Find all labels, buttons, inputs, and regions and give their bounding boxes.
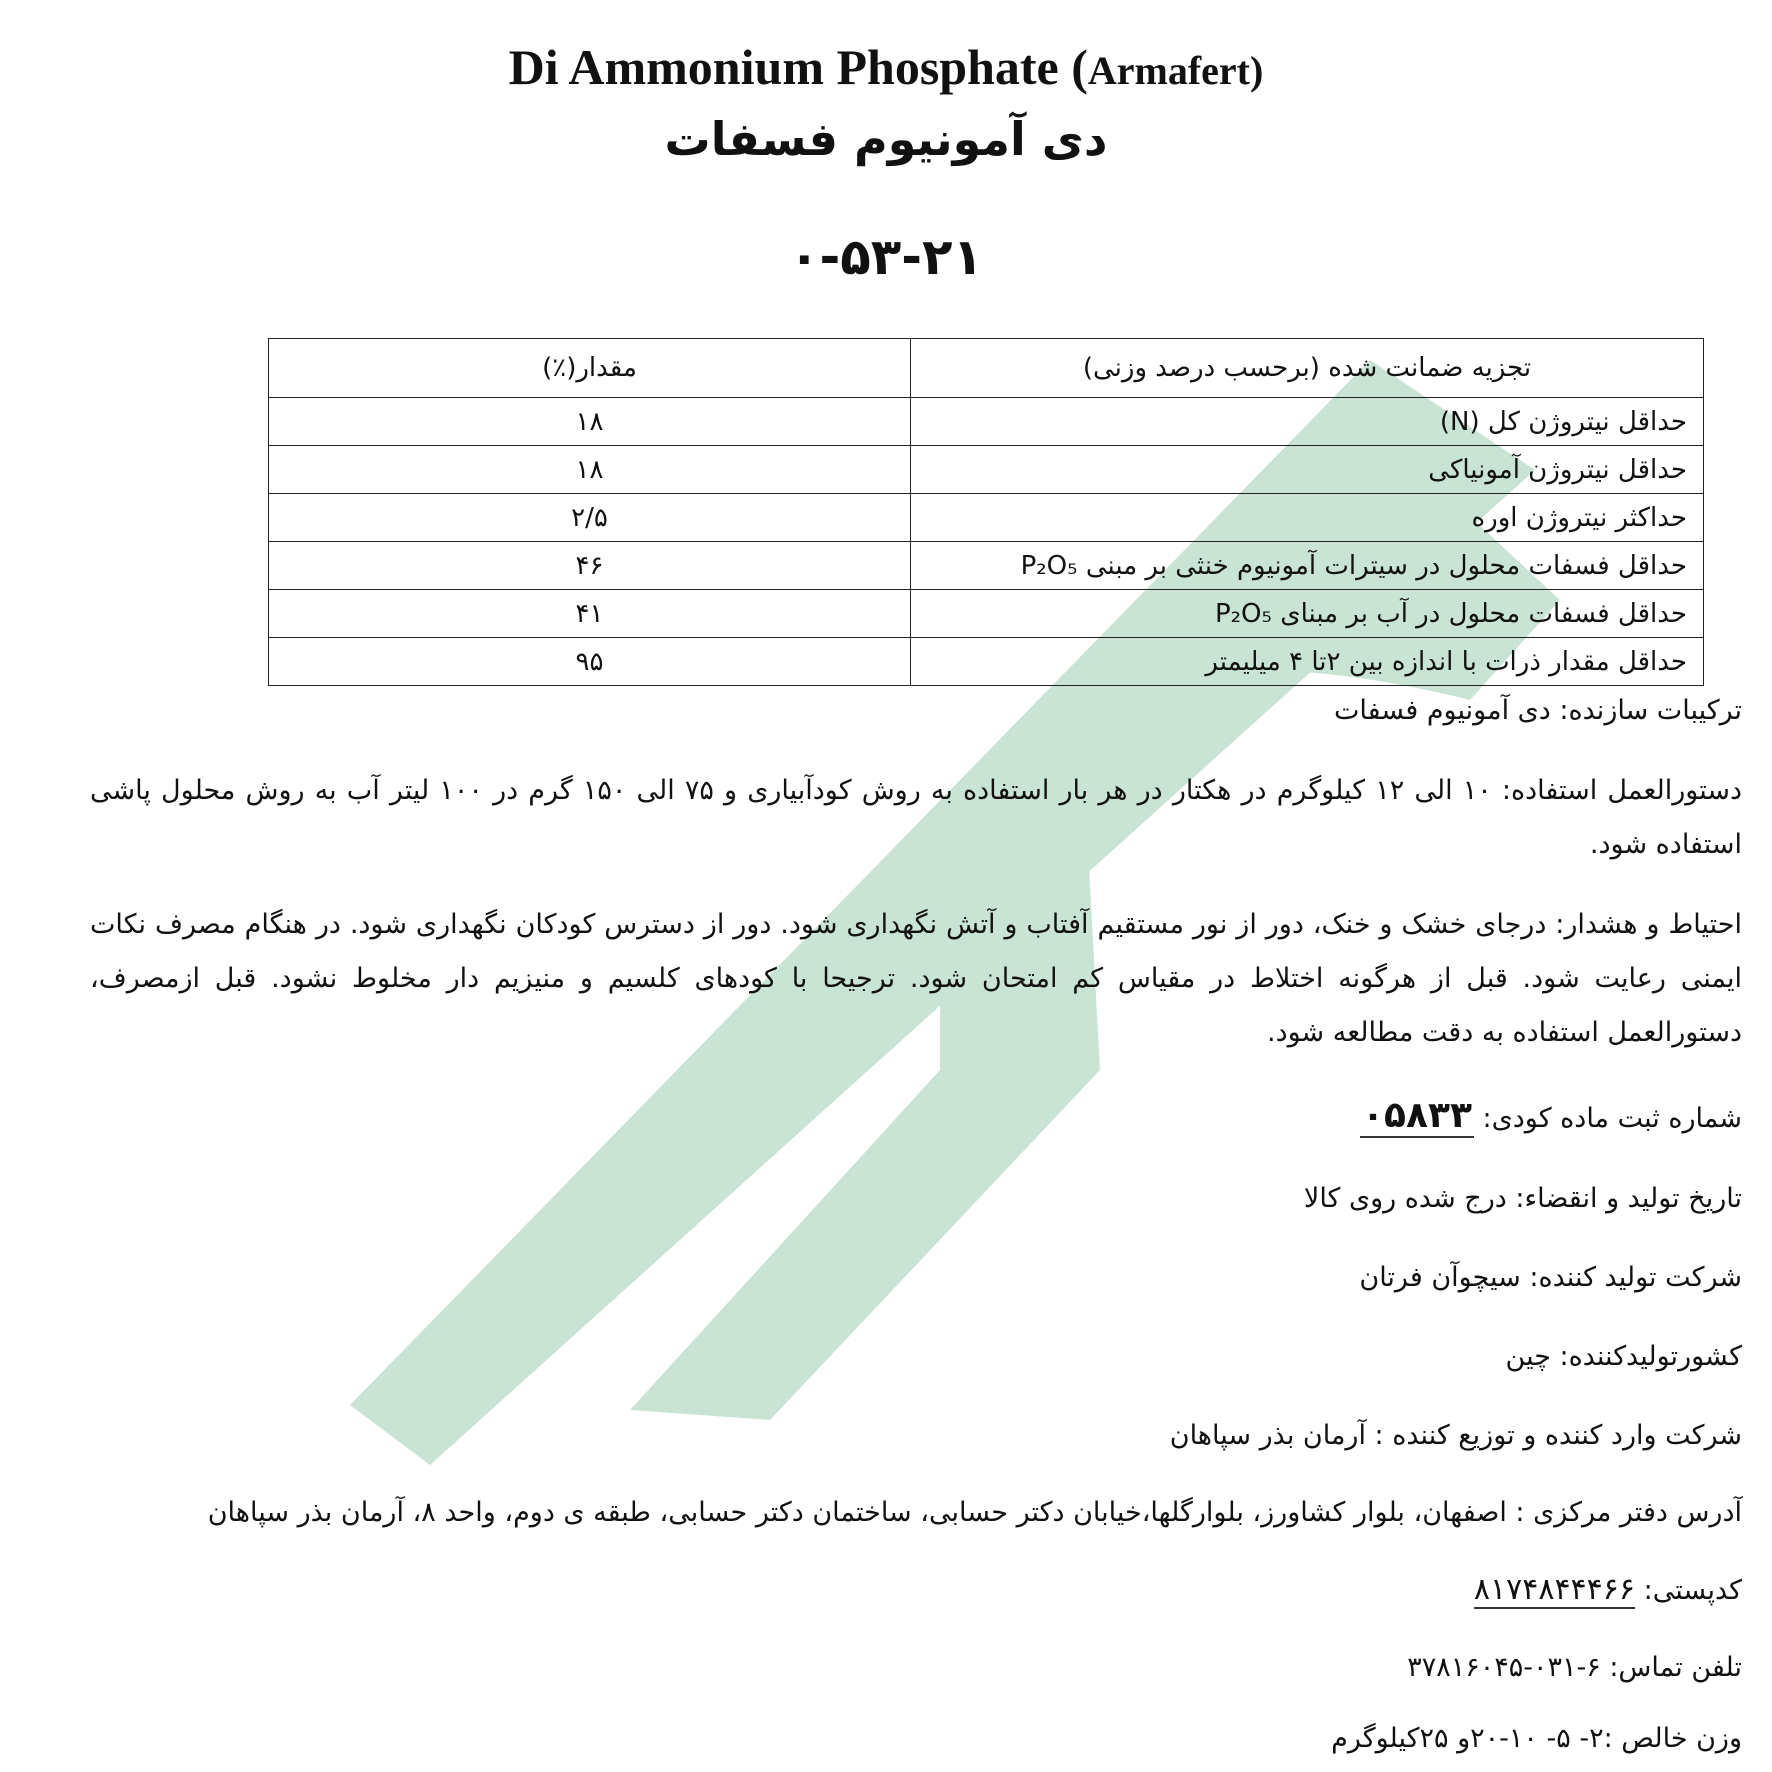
table-row	[269, 446, 1704, 494]
row-label: حداکثر نیتروژن اوره	[911, 494, 1704, 542]
row-label: حداقل فسفات محلول در آب بر مبنای P₂O₅	[911, 590, 1704, 638]
table-header-row	[269, 339, 1704, 398]
title-persian: دی آمونیوم فسفات	[664, 112, 1108, 166]
registration-line	[1360, 1095, 1742, 1136]
row-value: ۴۱	[269, 590, 911, 638]
column-header-analysis: تجزیه ضمانت شده (برحسب درصد وزنی)	[911, 339, 1704, 398]
registration-number: ۰۵۸۳۳	[1362, 1095, 1472, 1136]
row-label: حداقل نیتروژن کل (N)	[911, 398, 1704, 446]
title-english: Di Ammonium Phosphate (Armafert)	[508, 39, 1264, 95]
table-row	[269, 542, 1704, 590]
table-row	[269, 398, 1704, 446]
row-value: ۱۸	[269, 398, 911, 446]
brand-name: Armafert)	[1087, 48, 1264, 93]
manufacturer: شرکت تولید کننده: سیچوآن فرتان	[1359, 1262, 1742, 1293]
row-value: ۹۵	[269, 638, 911, 686]
phone-number: تلفن تماس: ۶-۰۳۱-۳۷۸۱۶۰۴۵	[1407, 1652, 1742, 1683]
production-dates: تاریخ تولید و انقضاء: درج شده روی کالا	[1303, 1183, 1742, 1214]
row-label: حداقل نیتروژن آمونیاکی	[911, 446, 1704, 494]
office-address: آدرس دفتر مرکزی : اصفهان، بلوار کشاورز، بلوارگلها،خیابان دکتر حسابی، ساختمان دکتر حسابی، طبقه ی دوم، واحد ۸، آرمان بذر سپاهان	[207, 1497, 1742, 1528]
table-row	[269, 494, 1704, 542]
postal-label: کدپستی:	[1643, 1575, 1742, 1606]
registration-label: شماره ثبت ماده کودی:	[1482, 1103, 1742, 1134]
row-value: ۴۶	[269, 542, 911, 590]
table-row	[269, 638, 1704, 686]
row-label: حداقل مقدار ذرات با اندازه بین ۲تا ۴ میلیمتر	[911, 638, 1704, 686]
net-weight: وزن خالص :۲- ۵- ۱۰-۲۰و ۲۵کیلوگرم	[1331, 1723, 1742, 1754]
composition-text: ترکیبات سازنده: دی آمونیوم فسفات	[1333, 695, 1742, 726]
row-label: حداقل فسفات محلول در سیترات آمونیوم خنثی بر مبنی P₂O₅	[911, 542, 1704, 590]
row-value: ۲/۵	[269, 494, 911, 542]
country-of-origin: کشورتولیدکننده: چین	[1505, 1341, 1742, 1372]
table-row	[269, 590, 1704, 638]
row-value: ۱۸	[269, 446, 911, 494]
guaranteed-analysis-table	[268, 338, 1704, 686]
warning-text: احتیاط و هشدار: درجای خشک و خنک، دور از نور مستقیم آفتاب و آتش نگهداری شود. دور از دسترس کودکان نگهداری شود. در هنگام مصرف نکات ایمنی رعایت شود. قبل از هرگونه اختلاط در مقیاس کم امتحان شود. ترجیحا با کودهای کلسیم و منیزیم دار مخلوط نشود. قبل ازمصرف، دستورالعمل استفاده به دقت مطالعه شود.	[90, 909, 1742, 1048]
npk-grade: ۰-۵۳-۲۱	[788, 228, 984, 286]
importer: شرکت وارد کننده و توزیع کننده : آرمان بذر سپاهان	[1169, 1420, 1742, 1451]
postal-code: ۸۱۷۴۸۴۴۴۶۶	[1473, 1572, 1636, 1607]
usage-instructions: دستورالعمل استفاده: ۱۰ الی ۱۲ کیلوگرم در هکتار در هر بار استفاده به روش کودآبیاری و ۷۵ الی ۱۵۰ گرم در ۱۰۰ لیتر آب به روش محلول پاشی استفاده شود.	[90, 775, 1742, 860]
postal-code-line	[1474, 1572, 1742, 1607]
column-header-amount: مقدار(٪)	[269, 339, 911, 398]
